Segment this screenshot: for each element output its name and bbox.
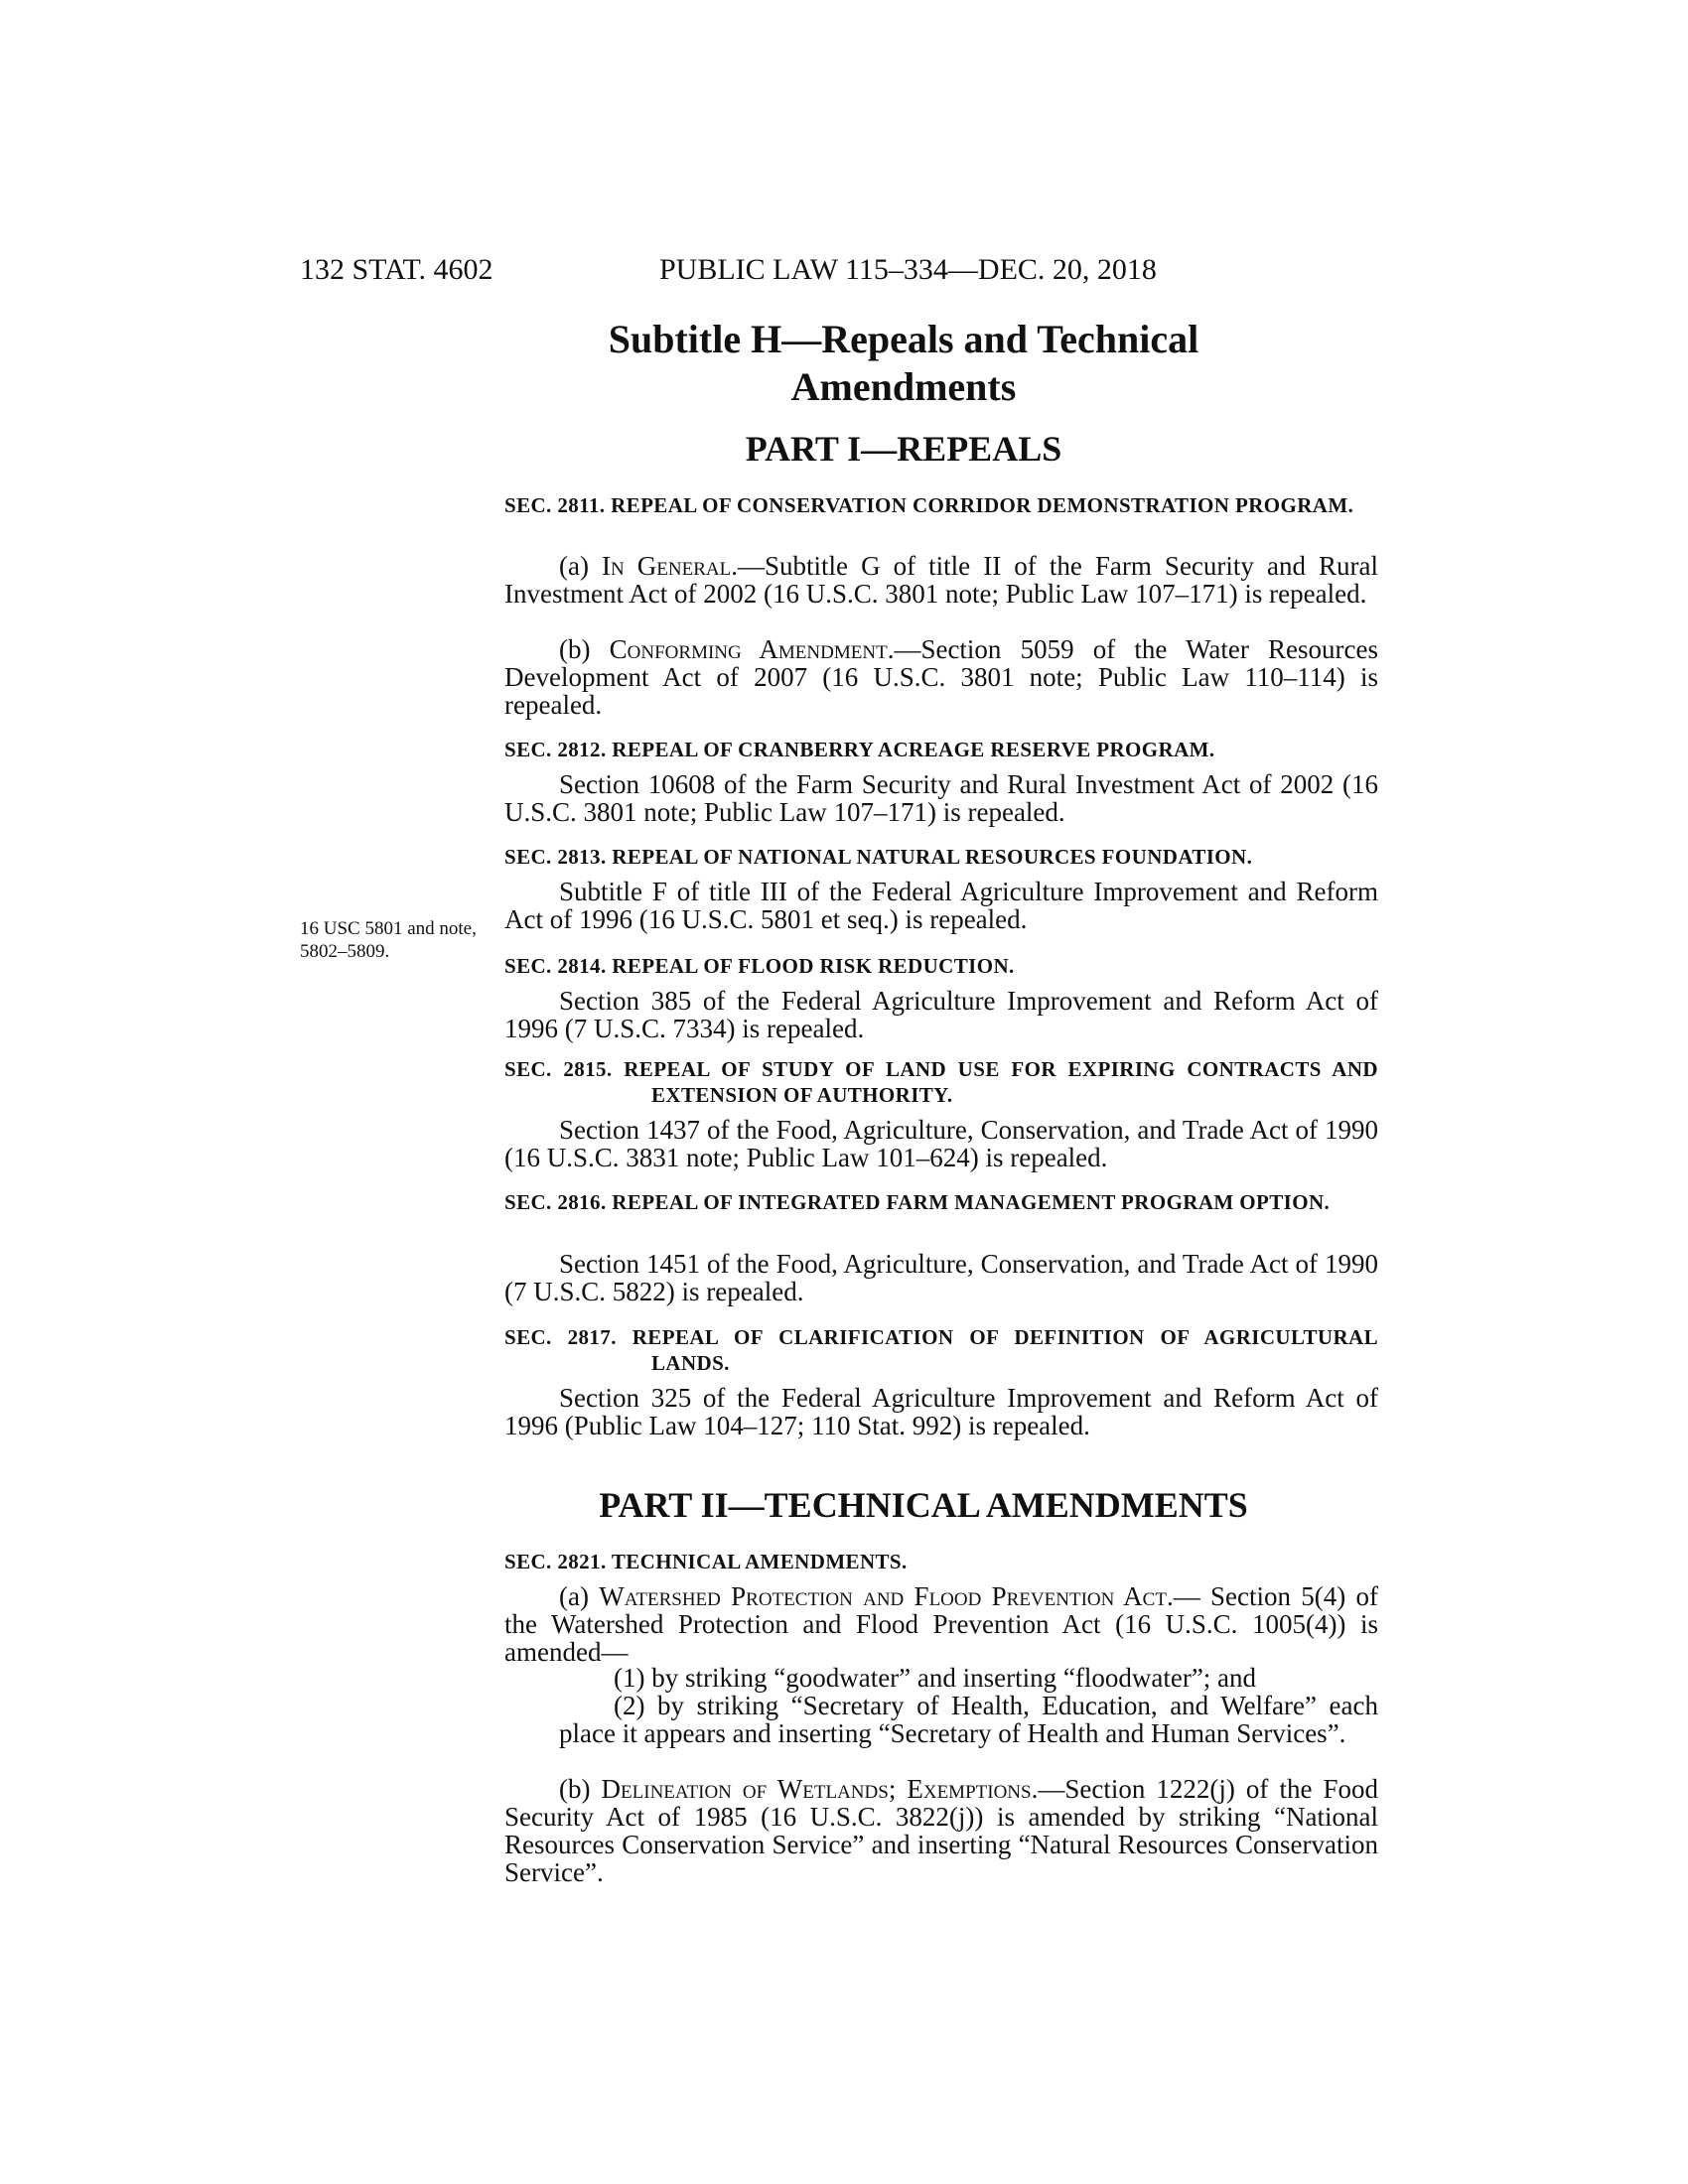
section-2812-text: Section 10608 of the Farm Security and Rural Investment Act of 2002 (16 U.S.C. 3801 note; Public Law 107–171) is repealed.	[504, 769, 1378, 827]
amendment-item-1: (1) by striking “goodwater” and inserting “floodwater”; and	[614, 1663, 1257, 1693]
statute-page-number: 132 STAT. 4602	[300, 253, 493, 286]
section-2815-text: Section 1437 of the Food, Agriculture, Conservation, and Trade Act of 1990 (16 U.S.C. 3831 note; Public Law 101–624) is repealed.	[504, 1115, 1378, 1172]
part-2-heading: PART II—TECHNICAL AMENDMENTS	[599, 1485, 1248, 1525]
paragraph-b-label: (b)	[559, 1774, 602, 1804]
paragraph-b-text: .—Section 5059 of the Water Resources Development Act of 2007 (16 U.S.C. 3801 note; Public Law 110–114) is repealed.	[504, 634, 1378, 720]
paragraph-b-caption: Conforming Amendment	[609, 634, 888, 664]
paragraph-a-caption: Watershed Protection and Flood Prevention Act	[599, 1581, 1167, 1611]
paragraph-b-label: (b)	[559, 634, 610, 664]
paragraph-a-caption: In General	[602, 551, 732, 581]
section-2815-heading: SEC. 2815. REPEAL OF STUDY OF LAND USE FOR EXPIRING CONTRACTS AND EXTENSION OF AUTHORITY.	[504, 1057, 1378, 1107]
amendment-item-2: (2) by striking “Secretary of Health, Education, and Welfare” each place it appears and inserting “Secretary of Health and Human Services”.	[559, 1691, 1378, 1748]
section-2813-text: Subtitle F of title III of the Federal Agriculture Improvement and Reform Act of 1996 (16 U.S.C. 5801 et seq.) is repealed.	[504, 877, 1378, 934]
section-2816-heading: SEC. 2816. REPEAL OF INTEGRATED FARM MANAGEMENT PROGRAM OPTION.	[504, 1190, 1331, 1214]
section-2816-text: Section 1451 of the Food, Agriculture, Conservation, and Trade Act of 1990 (7 U.S.C. 5822) is repealed.	[504, 1249, 1378, 1306]
section-2811-heading: SEC. 2811. REPEAL OF CONSERVATION CORRIDOR DEMONSTRATION PROGRAM.	[504, 493, 1354, 517]
section-2813-heading: SEC. 2813. REPEAL OF NATIONAL NATURAL RESOURCES FOUNDATION.	[504, 845, 1253, 869]
section-2811-paragraph-a	[504, 552, 1378, 608]
section-2814-heading: SEC. 2814. REPEAL OF FLOOD RISK REDUCTION.	[504, 954, 1015, 978]
section-2814-text: Section 385 of the Federal Agriculture Improvement and Reform Act of 1996 (7 U.S.C. 7334) is repealed.	[504, 986, 1378, 1043]
paragraph-a-text: .— Section 5(4) of the Watershed Protection and Flood Prevention Act (16 U.S.C. 1005(4)) is amended—	[504, 1581, 1379, 1667]
paragraph-a-text: .—Subtitle G of title II of the Farm Security and Rural Investment Act of 2002 (16 U.S.C. 3801 note; Public Law 107–171) is repealed.	[504, 551, 1378, 609]
paragraph-b-caption: Delineation of Wetlands; Exemptions	[601, 1774, 1032, 1804]
section-2817-heading: SEC. 2817. REPEAL OF CLARIFICATION OF DEFINITION OF AGRICULTURAL LANDS.	[504, 1325, 1378, 1375]
part-1-heading: PART I—REPEALS	[745, 429, 1062, 469]
section-2811-paragraph-b	[504, 635, 1378, 719]
paragraph-b-text: .—Section 1222(j) of the Food Security Act of 1985 (16 U.S.C. 3822(j)) is amended by striking “National Resources Conservation Service” and inserting “Natural Resources Conservation Service”.	[504, 1774, 1378, 1887]
paragraph-a-label: (a)	[559, 1581, 600, 1611]
section-2821-heading: SEC. 2821. TECHNICAL AMENDMENTS.	[504, 1550, 908, 1573]
subtitle-heading: Subtitle H—Repeals and Technical Amendments	[608, 317, 1199, 409]
section-2812-heading: SEC. 2812. REPEAL OF CRANBERRY ACREAGE RESERVE PROGRAM.	[504, 738, 1215, 761]
section-2817-text: Section 325 of the Federal Agriculture Improvement and Reform Act of 1996 (Public Law 104–127; 110 Stat. 992) is repealed.	[504, 1383, 1378, 1440]
paragraph-a-label: (a)	[559, 551, 603, 581]
running-header: PUBLIC LAW 115–334—DEC. 20, 2018	[659, 253, 1157, 286]
section-2821-paragraph-b	[504, 1775, 1378, 1886]
section-2821-paragraph-a	[504, 1582, 1378, 1666]
margin-note-usc: 16 USC 5801 and note, 5802–5809.	[300, 918, 477, 962]
